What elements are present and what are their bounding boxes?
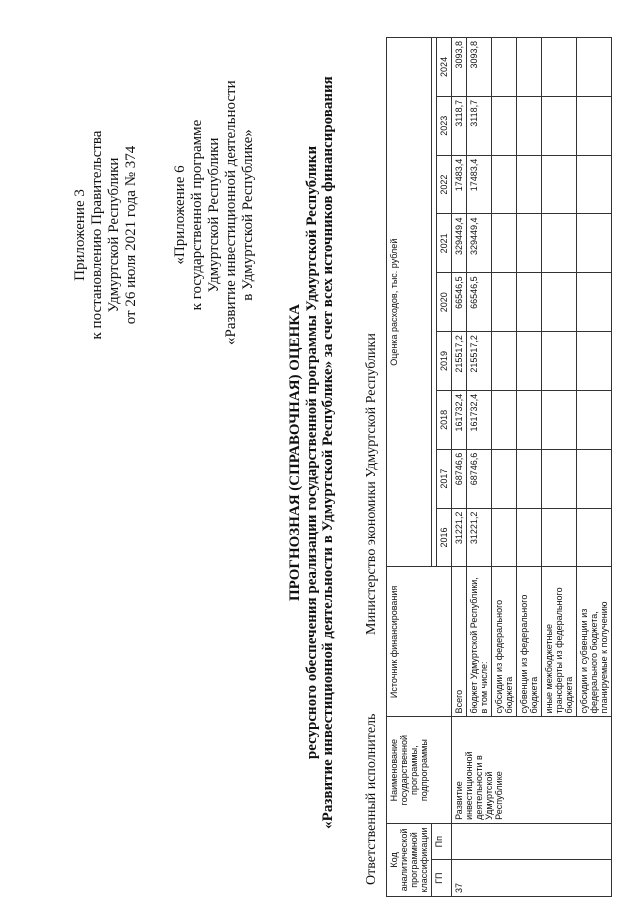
header-estimate: Оценка расходов, тыс. рублей (387, 38, 432, 567)
value-cell (577, 38, 612, 97)
year-header: 2017 (437, 449, 452, 508)
value-cell (542, 38, 577, 97)
value-cell (517, 273, 542, 332)
value-cell (492, 273, 517, 332)
value-cell: 66546,5 (452, 273, 467, 332)
value-cell: 31221,2 (452, 508, 467, 567)
value-cell: 215517,2 (467, 332, 492, 391)
value-cell (542, 273, 577, 332)
value-cell (577, 508, 612, 567)
value-cell (577, 96, 612, 155)
executor-label: Ответственный исполнитель (364, 713, 379, 885)
program-name-cell: Развитие инвестиционной деятельности в Удмуртской Республике (452, 717, 612, 823)
value-cell (517, 332, 542, 391)
appendix-6-line5: в Удмуртской Республике» (240, 129, 256, 301)
value-cell (542, 508, 577, 567)
document-title: ПРОГНОЗНАЯ (СПРАВОЧНАЯ) ОЦЕНКА (287, 304, 303, 601)
value-cell: 3093,8 (467, 38, 492, 97)
value-cell (492, 332, 517, 391)
value-cell (517, 390, 542, 449)
value-cell (492, 449, 517, 508)
value-cell (517, 508, 542, 567)
value-cell: 3118,7 (467, 96, 492, 155)
value-cell (542, 332, 577, 391)
value-cell (517, 96, 542, 155)
value-cell (542, 390, 577, 449)
executor-value: Министерство экономики Удмуртской Республики (364, 333, 379, 635)
appendix-6-line4: «Развитие инвестиционной деятельности (223, 80, 239, 345)
value-cell (577, 214, 612, 273)
value-cell: 3118,7 (452, 96, 467, 155)
header-program-name: Наименование государственной программы, подпрограммы (387, 717, 452, 823)
year-header: 2024 (437, 38, 452, 97)
value-cell (492, 96, 517, 155)
financing-table (386, 37, 612, 897)
year-header: 2019 (437, 332, 452, 391)
value-cell: 215517,2 (452, 332, 467, 391)
value-cell (577, 155, 612, 214)
appendix-3-line3: Удмуртской Республики (106, 157, 122, 313)
document-subtitle-line2: «Развитие инвестиционной деятельности в Удмуртской Республике» за счет всех источников финансирования (320, 76, 336, 829)
table-row (452, 38, 467, 897)
value-cell: 17483,4 (452, 155, 467, 214)
value-cell (542, 214, 577, 273)
year-header: 2018 (437, 390, 452, 449)
executor-line (364, 333, 380, 885)
value-cell (492, 390, 517, 449)
header-pp: Пп (432, 823, 452, 860)
value-cell (517, 449, 542, 508)
value-cell: 3093,8 (452, 38, 467, 97)
value-cell (542, 96, 577, 155)
header-gp: ГП (432, 860, 452, 897)
year-header: 2021 (437, 214, 452, 273)
source-cell: субсидии из федерального бюджета (492, 567, 517, 717)
year-header: 2023 (437, 96, 452, 155)
value-cell (492, 508, 517, 567)
year-header: 2020 (437, 273, 452, 332)
source-cell: Всего (452, 567, 467, 717)
appendix-3-line4: от 26 июля 2021 года № 374 (123, 145, 139, 325)
header-source: Источник финансирования (387, 567, 452, 717)
appendix-6-line2: к государственной программе (189, 119, 205, 311)
gp-code-cell: 37 (452, 860, 612, 897)
value-cell: 68746,6 (452, 449, 467, 508)
year-header: 2022 (437, 155, 452, 214)
year-header: 2016 (437, 508, 452, 567)
source-cell: субвенции из федерального бюджета (517, 567, 542, 717)
appendix-3-line2: к постановлению Правительства (89, 130, 105, 340)
value-cell: 329449,4 (452, 214, 467, 273)
source-cell: иные межбюджетные трансферты из федерального бюджета (542, 567, 577, 717)
value-cell (517, 155, 542, 214)
value-cell (517, 38, 542, 97)
value-cell (542, 155, 577, 214)
value-cell: 17483,4 (467, 155, 492, 214)
value-cell: 31221,2 (467, 508, 492, 567)
value-cell: 161732,4 (452, 390, 467, 449)
appendix-3-block (72, 85, 140, 385)
table-header-row (387, 38, 432, 897)
header-code: Код аналитической программной классификации (387, 823, 432, 896)
value-cell: 66546,5 (467, 273, 492, 332)
value-cell (577, 332, 612, 391)
appendix-6-block (172, 80, 257, 345)
value-cell (577, 273, 612, 332)
value-cell (492, 38, 517, 97)
value-cell (577, 390, 612, 449)
document-subtitle-line1: ресурсного обеспечения реализации государственной программы Удмуртской Республики (304, 145, 320, 760)
appendix-6-line3: Удмуртской Республики (206, 137, 222, 293)
value-cell (517, 214, 542, 273)
value-cell (577, 449, 612, 508)
value-cell (492, 155, 517, 214)
value-cell (542, 449, 577, 508)
source-cell: бюджет Удмуртской Республики, в том числе: (467, 567, 492, 717)
value-cell (492, 214, 517, 273)
source-cell: субсидии и субвенции из федерального бюджета, планируемые к получению (577, 567, 612, 717)
appendix-3-line1: Приложение 3 (72, 189, 88, 281)
value-cell: 329449,4 (467, 214, 492, 273)
value-cell: 161732,4 (467, 390, 492, 449)
appendix-6-line1: «Приложение 6 (172, 165, 188, 265)
pp-code-cell (452, 823, 612, 860)
value-cell: 68746,6 (467, 449, 492, 508)
